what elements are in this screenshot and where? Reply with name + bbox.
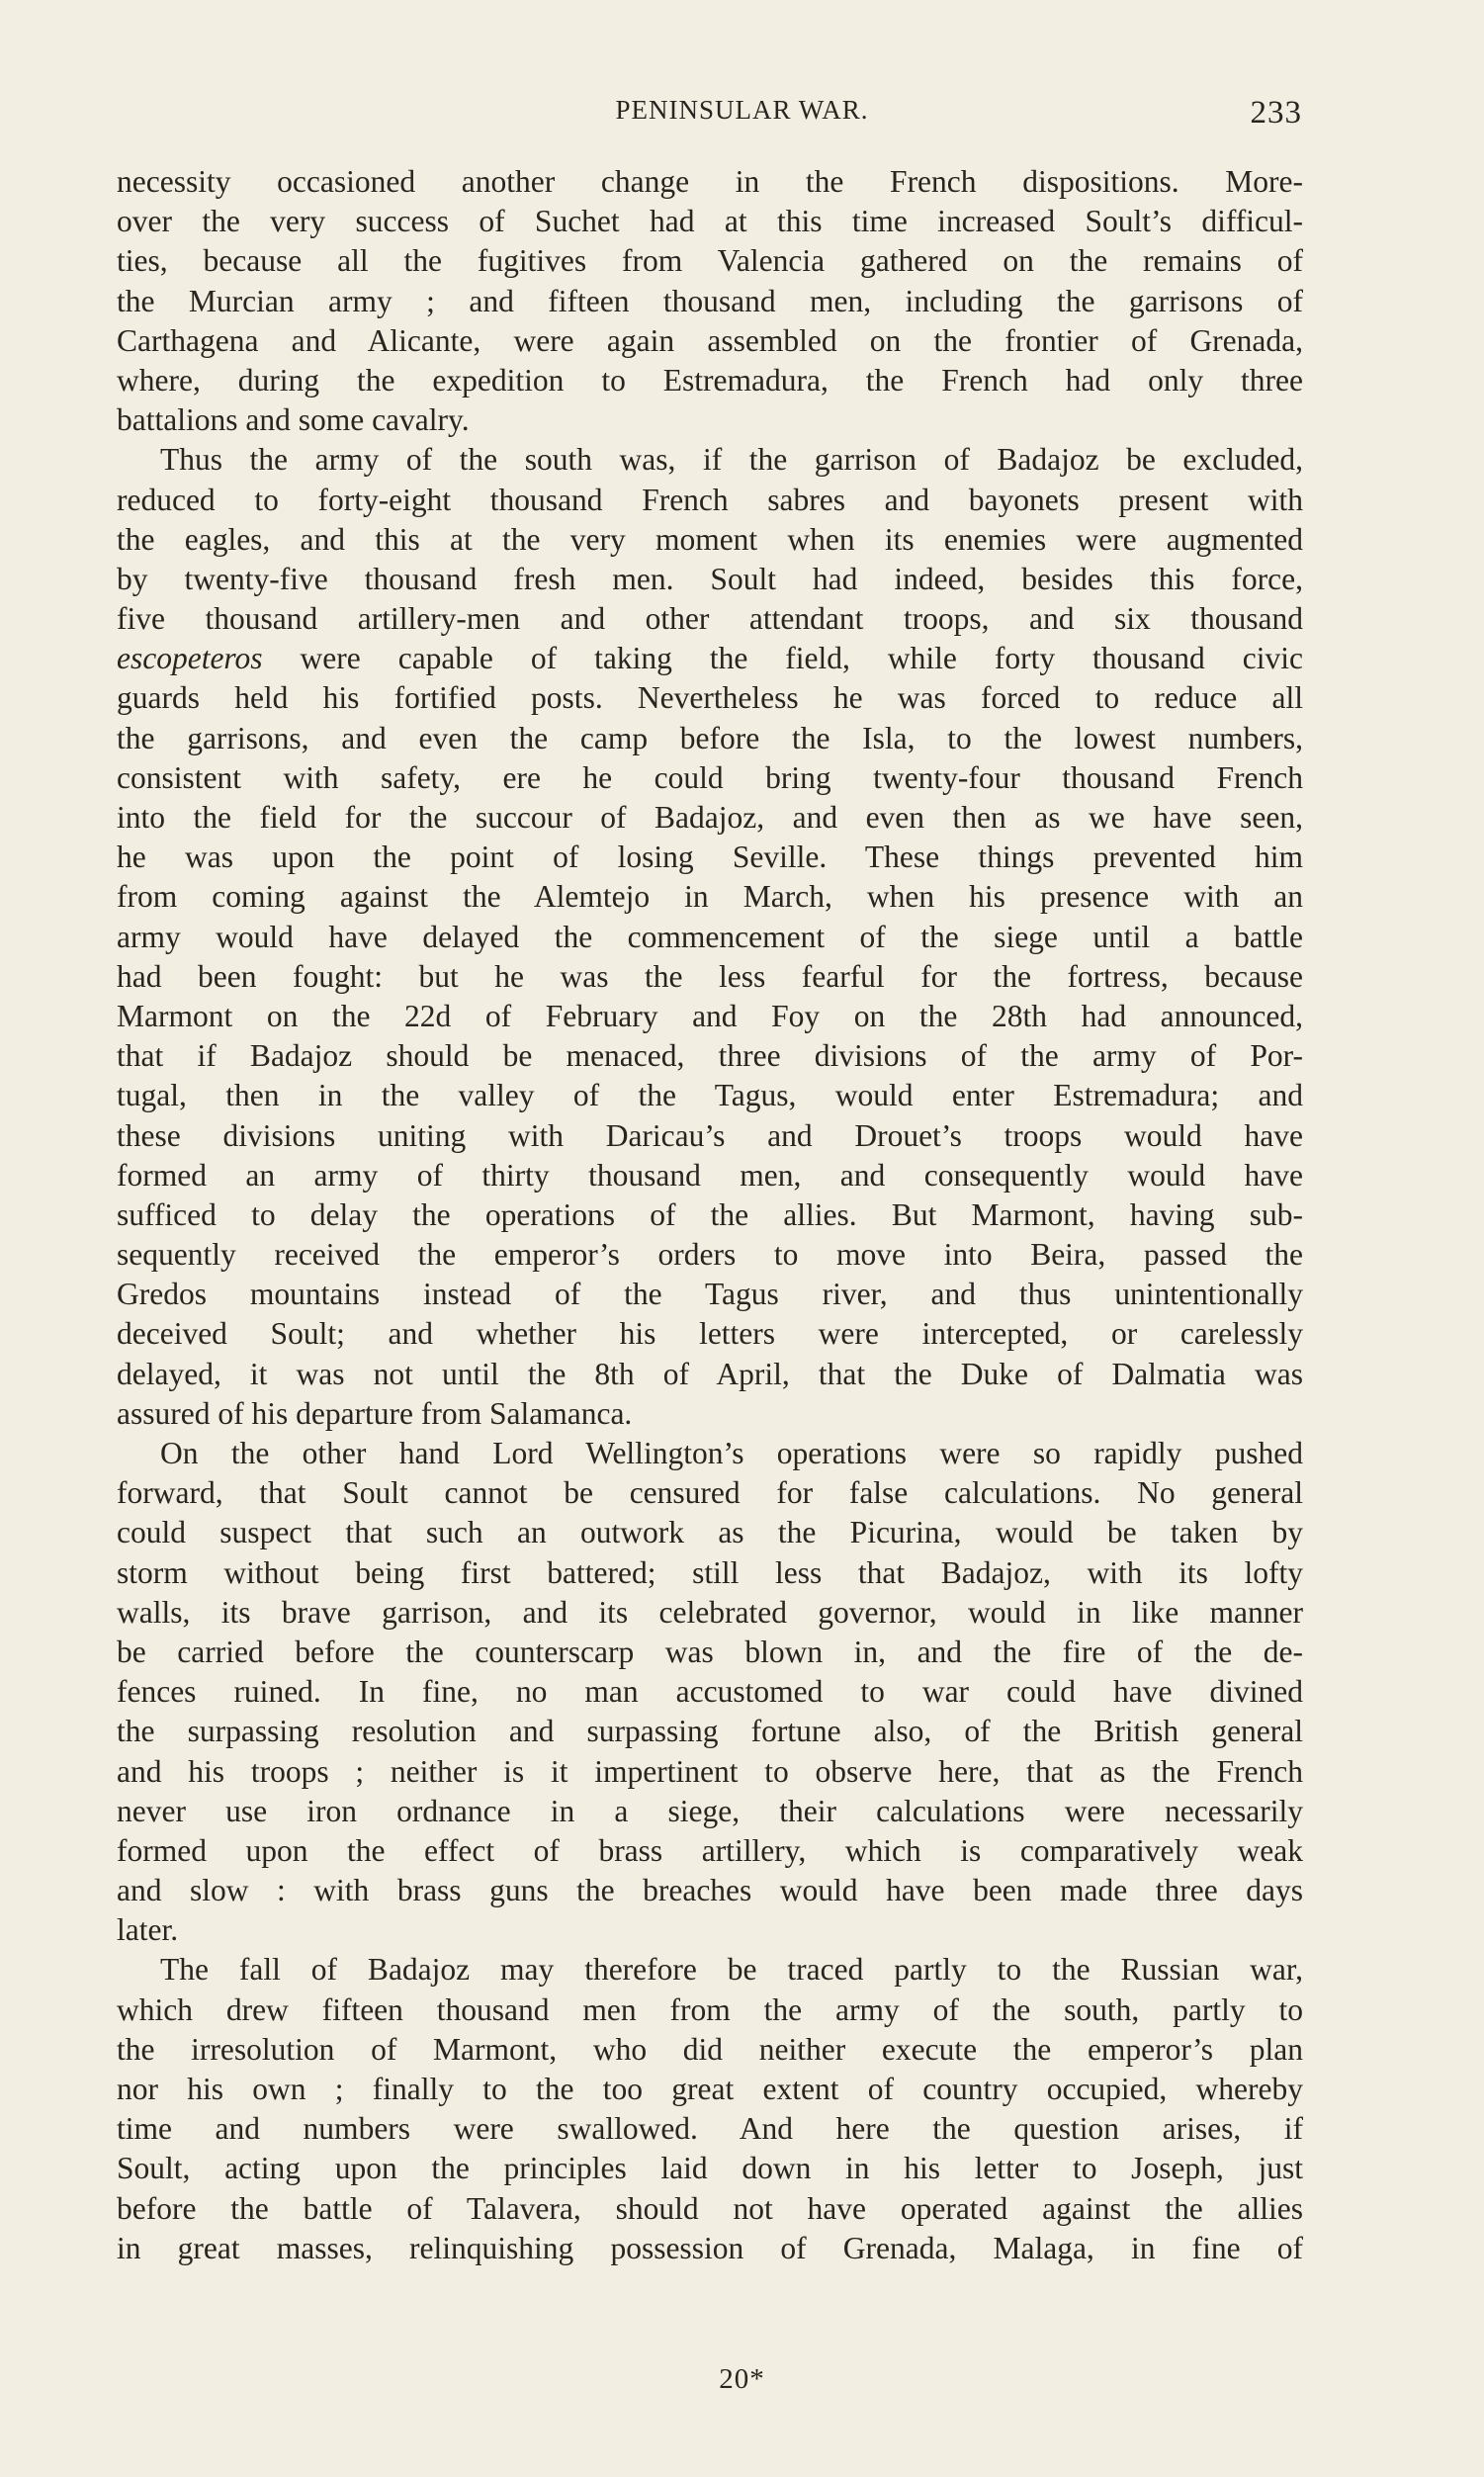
text-line-with-italic	[117, 639, 1303, 678]
signature-mark: 20*	[719, 2363, 765, 2395]
text-line: The fall of Badajoz may therefore be traced partly to the Russian war,	[160, 1952, 1303, 1988]
body-text	[117, 162, 1303, 2268]
text-line: sequently received the emperor’s orders to move into Beira, passed the	[117, 1237, 1303, 1273]
text-line: guards held his fortified posts. Nevertheless he was forced to reduce all	[117, 680, 1303, 716]
text-line: time and numbers were swallowed. And here the question arises, if	[117, 2111, 1303, 2147]
text-line: into the field for the succour of Badajoz, and even then as we have seen,	[117, 800, 1303, 835]
line-remainder: were capable of taking the field, while forty thousand civic	[262, 641, 1303, 676]
text-line: the surpassing resolution and surpassing fortune also, of the British general	[117, 1714, 1303, 1749]
text-line: formed an army of thirty thousand men, and consequently would have	[117, 1157, 1303, 1193]
text-line: before the battle of Talavera, should not have operated against the allies	[117, 2190, 1303, 2226]
text-line: tugal, then in the valley of the Tagus, would enter Estremadura; and	[117, 1078, 1303, 1113]
text-line: in great masses, relinquishing possession of Grenada, Malaga, in fine of	[117, 2230, 1303, 2265]
text-line: Carthagena and Alicante, were again assembled on the frontier of Grenada,	[117, 322, 1303, 358]
text-line: Gredos mountains instead of the Tagus river, and thus unintentionally	[117, 1277, 1303, 1312]
text-line: that if Badajoz should be menaced, three divisions of the army of Por-	[117, 1038, 1303, 1074]
text-line: and slow : with brass guns the breaches would have been made three days	[117, 1873, 1303, 1908]
text-line: ties, because all the fugitives from Valencia gathered on the remains of	[117, 243, 1303, 279]
text-line: be carried before the counterscarp was blown in, and the fire of the de-	[117, 1634, 1303, 1669]
text-line: by twenty-five thousand fresh men. Soult had indeed, besides this force,	[117, 561, 1303, 596]
text-line: forward, that Soult cannot be censured for false calculations. No general	[117, 1475, 1303, 1511]
text-line: consistent with safety, ere he could bring twenty-four thousand French	[117, 759, 1303, 795]
text-line: had been fought: but he was the less fearful for the fortress, because	[117, 958, 1303, 994]
text-line: the eagles, and this at the very moment when its enemies were augmented	[117, 521, 1303, 557]
text-line: fences ruined. In fine, no man accustomed to war could have divined	[117, 1674, 1303, 1710]
text-line: the garrisons, and even the camp before the Isla, to the lowest numbers,	[117, 720, 1303, 755]
text-line: where, during the expedition to Estremadura, the French had only three	[117, 362, 1303, 398]
text-line: and his troops ; neither is it impertinent to observe here, that as the French	[117, 1753, 1303, 1789]
text-line: five thousand artillery-men and other attendant troops, and six thousand	[117, 601, 1303, 637]
text-line: necessity occasioned another change in the French dispositions. More-	[117, 164, 1303, 199]
text-line: could suspect that such an outwork as the Picurina, would be taken by	[117, 1515, 1303, 1550]
text-line: storm without being first battered; still less that Badajoz, with its lofty	[117, 1554, 1303, 1590]
text-line: reduced to forty-eight thousand French sabres and bayonets present with	[117, 482, 1303, 517]
text-line: sufficed to delay the operations of the allies. But Marmont, having sub-	[117, 1196, 1303, 1232]
text-line: Marmont on the 22d of February and Foy on the 28th had announced,	[117, 998, 1303, 1033]
text-line: later.	[117, 1912, 179, 1948]
text-line: never use iron ordnance in a siege, their calculations were necessarily	[117, 1793, 1303, 1828]
text-line: the irresolution of Marmont, who did neither execute the emperor’s plan	[117, 2031, 1303, 2067]
text-line: assured of his departure from Salamanca.	[117, 1395, 633, 1431]
text-line: deceived Soult; and whether his letters were intercepted, or carelessly	[117, 1316, 1303, 1352]
text-line: Soult, acting upon the principles laid down in his letter to Joseph, just	[117, 2151, 1303, 2186]
page-number: 233	[1250, 95, 1302, 131]
text-line: On the other hand Lord Wellington’s operations were so rapidly pushed	[160, 1436, 1303, 1470]
text-line: walls, its brave garrison, and its celebrated governor, would in like manner	[117, 1594, 1303, 1630]
text-line: from coming against the Alemtejo in March, when his presence with an	[117, 879, 1303, 915]
running-title: PENINSULAR WAR.	[615, 95, 869, 125]
running-head	[0, 95, 1484, 134]
text-line: the Murcian army ; and fifteen thousand men, including the garrisons of	[117, 283, 1303, 318]
text-line: formed upon the effect of brass artillery, which is comparatively weak	[117, 1832, 1303, 1868]
text-line: over the very success of Suchet had at this time increased Soult’s difficul-	[117, 204, 1303, 239]
text-line: delayed, it was not until the 8th of April, that the Duke of Dalmatia was	[117, 1356, 1303, 1391]
text-line: which drew fifteen thousand men from the army of the south, partly to	[117, 1991, 1303, 2027]
text-line: Thus the army of the south was, if the garrison of Badajoz be excluded,	[160, 442, 1303, 478]
text-line: nor his own ; finally to the too great extent of country occupied, whereby	[117, 2072, 1303, 2106]
text-line: these divisions uniting with Daricau’s and Drouet’s troops would have	[117, 1117, 1303, 1153]
italic-word: escopeteros	[117, 641, 263, 676]
text-line: army would have delayed the commencement of the siege until a battle	[117, 919, 1303, 954]
text-line: battalions and some cavalry.	[117, 402, 470, 438]
text-line: he was upon the point of losing Seville. These things prevented him	[117, 840, 1303, 875]
